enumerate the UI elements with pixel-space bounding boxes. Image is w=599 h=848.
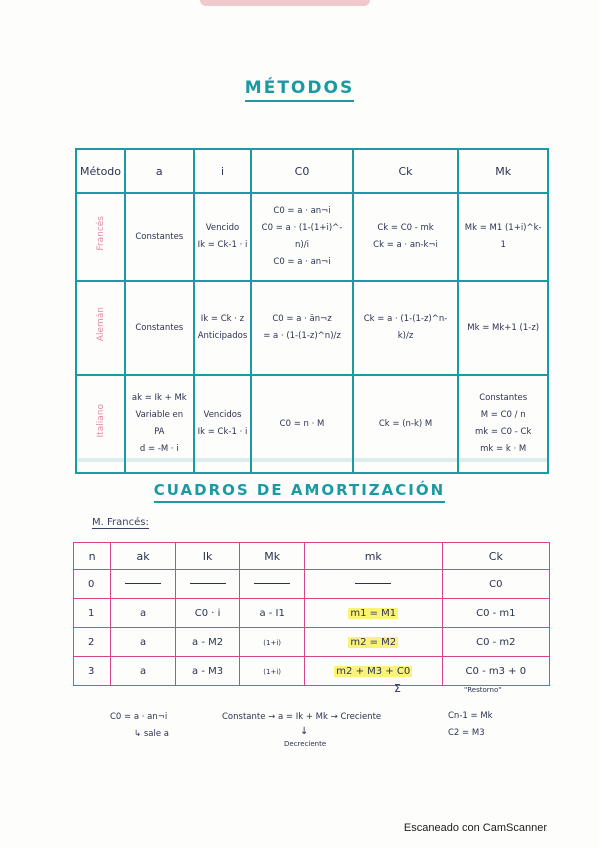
cell-mk: Mk = M1 (1+i)^k-1 [458,193,548,281]
amort-header-row [74,543,550,570]
note-middle-sub: Decreciente [284,740,327,748]
side-note: (1+i) [263,638,282,647]
cell-ck [353,193,459,281]
text: C0 = a · an¬i [273,257,331,267]
text: C0 = a · an¬i [273,206,331,216]
cell-i [194,193,252,281]
text: mk = C0 - Ck [474,427,532,437]
title-cuadros: CUADROS DE AMORTIZACIÓN [0,481,599,499]
row-label-italiano: Italiano [95,403,106,438]
cell-ak: a [111,657,176,686]
text: Ik = Ck-1 · i [197,240,248,250]
cell-dash [175,570,240,599]
note-left: C0 = a · an¬i [110,712,168,722]
cell-c0 [251,281,352,375]
header-ak: ak [111,543,176,570]
cell-n: 1 [74,599,111,628]
cell-mk [304,599,442,628]
highlight: m2 + M3 + C0 [336,665,411,677]
cell-ak: a [111,628,176,657]
text: Ik = Ck · z [200,314,245,324]
table-row [74,599,550,628]
arrow-down-icon: ↓ [300,726,309,737]
table-shadow [75,458,549,462]
title-metodos: MÉTODOS [0,78,599,98]
note-left-sub: ↳ sale a [134,729,169,739]
amortization-table [73,542,550,686]
subtitle-frances: M. Francés: [92,517,149,528]
header-Mk: Mk [240,543,305,570]
note-middle: Constante → a = Ik + Mk → Creciente [222,712,382,722]
label-cell [76,281,125,375]
cell-ik: a - M3 [175,657,240,686]
header-c0: C0 [251,149,352,193]
cell-a: Constantes [125,193,194,281]
note-right-1: Cn-1 = Mk [448,711,493,721]
cell-dash [111,570,176,599]
row-label-frances: Francés [95,216,106,251]
text: Vencidos [203,410,242,420]
text: M = C0 / n [480,410,526,420]
sigma-symbol: Σ [394,682,401,695]
text: Constantes [479,393,528,403]
cell-n: 3 [74,657,111,686]
cell-c0: C0 = n · M [251,375,352,473]
header-metodo: Método [76,149,125,193]
cell-Mk [240,657,305,686]
text: Vencido [205,223,240,233]
label-cell [76,193,125,281]
page-tab-decoration [200,0,370,6]
cell-ck: Ck = a · (1-(1-z)^n-k)/z [353,281,459,375]
cell-n: 0 [74,570,111,599]
methods-table [75,148,549,474]
cell-ck: C0 - m2 [442,628,549,657]
cell-Mk: a - I1 [240,599,305,628]
cell-mk [304,628,442,657]
text: C0 = a · än¬z [272,314,332,324]
header-i: i [194,149,252,193]
cell-ck: C0 - m1 [442,599,549,628]
cell-dash [240,570,305,599]
cell-mk: Mk = Mk+1 (1-z) [458,281,548,375]
text: d = -M · i [139,444,179,454]
header-a: a [125,149,194,193]
text: = a · (1-(1-z)^n)/z [263,331,341,341]
table-row [74,628,550,657]
cell-ck: C0 - m3 + 0 [442,657,549,686]
cell-ck: Ck = (n-k) M [353,375,459,473]
header-ck: Ck [442,543,549,570]
header-ik: Ik [175,543,240,570]
header-n: n [74,543,111,570]
table-row [74,657,550,686]
header-mk: mk [304,543,442,570]
cell-ik: C0 · i [175,599,240,628]
text: Anticipados [197,331,248,341]
text: ak = Ik + Mk [131,393,187,403]
text: Ck = a · an-k¬i [373,240,438,250]
header-mk: Mk [458,149,548,193]
cell-mk [304,657,442,686]
note-right-2: C2 = M3 [448,728,485,738]
cell-Mk [240,628,305,657]
cell-i [194,281,252,375]
cell-c0 [251,193,352,281]
row-frances [76,193,548,281]
cell-n: 2 [74,628,111,657]
text: mk = k · M [480,444,527,454]
footer-watermark: Escaneado con CamScanner [403,822,547,834]
text: Ik = Ck-1 · i [197,427,248,437]
highlight: m1 = M1 [350,607,397,619]
side-note: (1+i) [263,667,282,676]
cell-ik: a - M2 [175,628,240,657]
text: Ck = C0 - mk [377,223,434,233]
methods-header-row [76,149,548,193]
row-aleman [76,281,548,375]
cell-dash [304,570,442,599]
cell-a: Constantes [125,281,194,375]
text: Variable en PA [135,410,184,437]
text: C0 = a · (1-(1+i)^-n)/i [261,223,343,250]
row-label-aleman: Alemán [95,307,106,342]
highlight: m2 = M2 [350,636,397,648]
cell-ck: C0 [442,570,549,599]
resto-note: "Restorno" [464,686,502,694]
table-row [74,570,550,599]
cell-ak: a [111,599,176,628]
header-ck: Ck [353,149,459,193]
